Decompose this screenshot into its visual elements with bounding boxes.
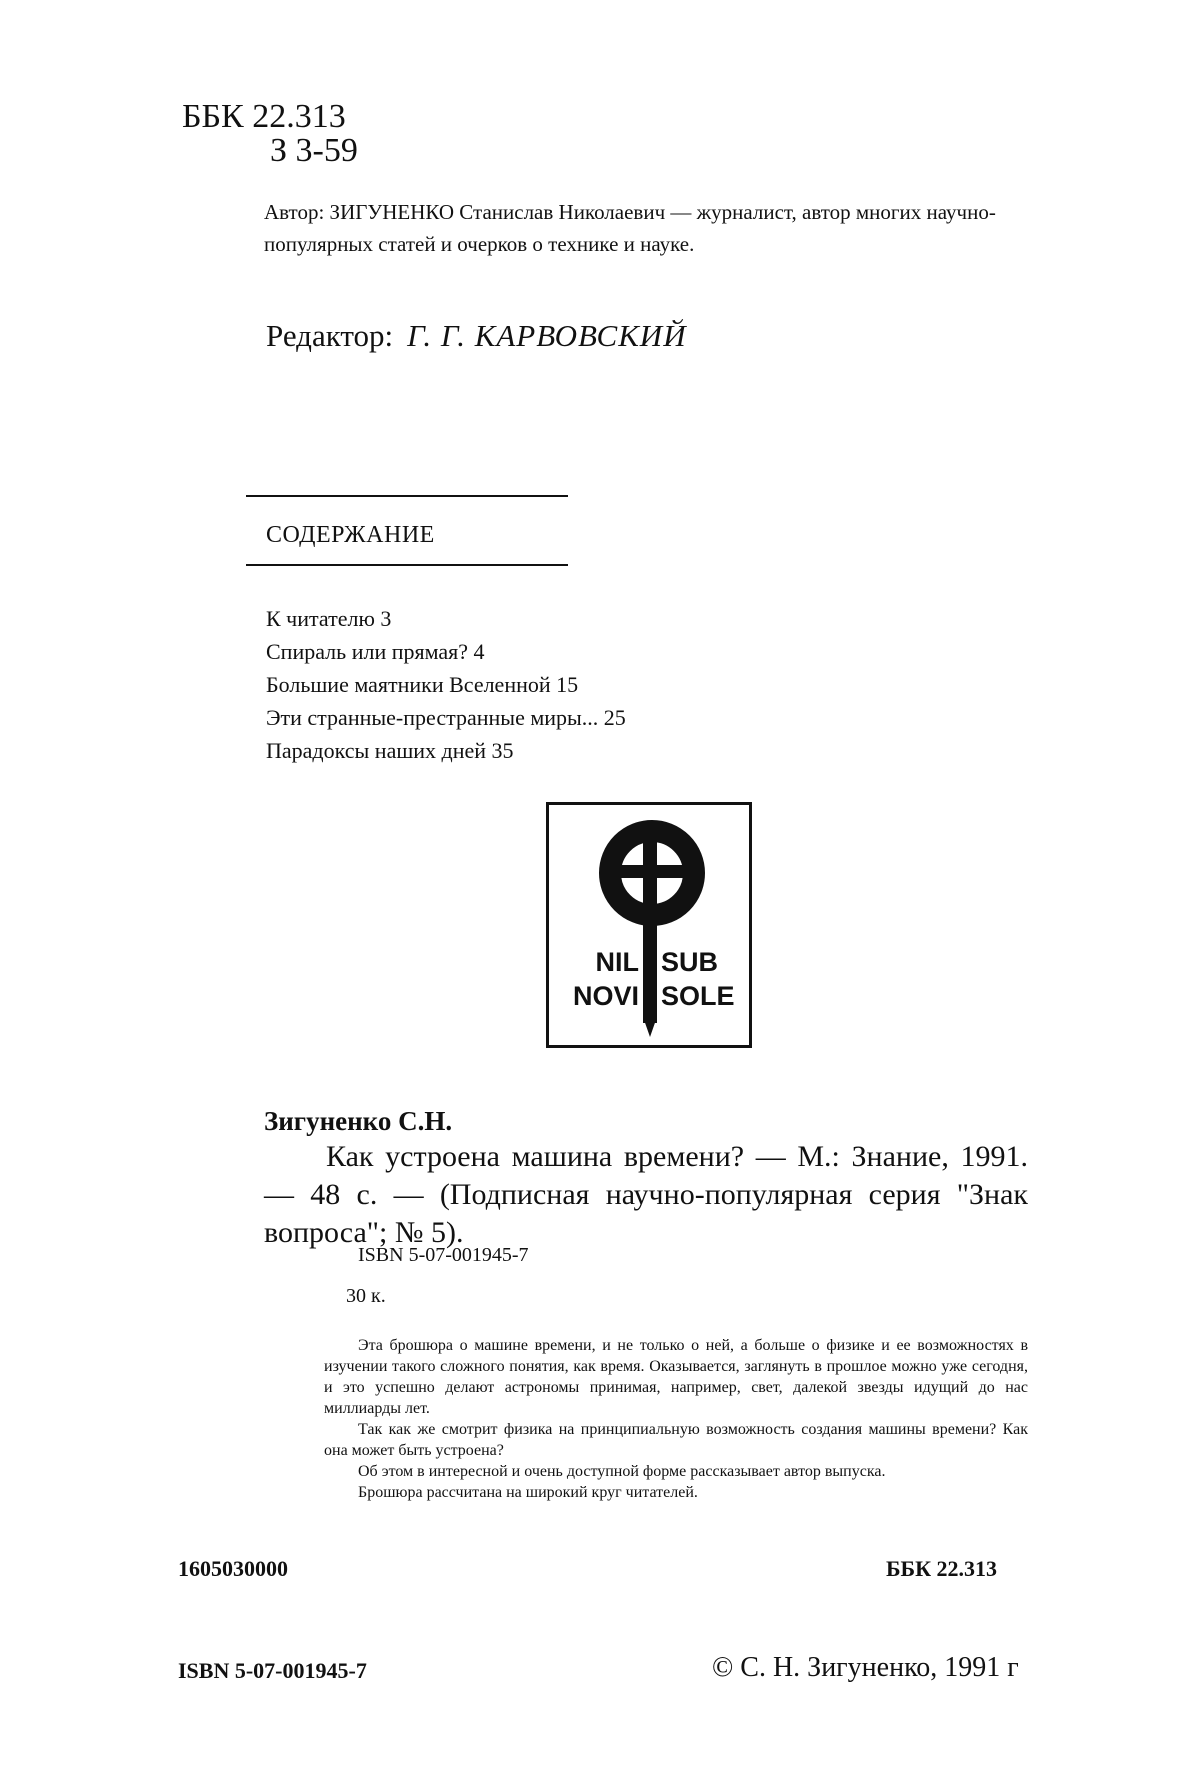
emblem-text-novi: NOVI <box>572 981 639 1011</box>
emblem-text-nil: NIL <box>595 947 639 977</box>
annotation <box>324 1335 1028 1503</box>
editor-line <box>266 318 687 354</box>
contents-item: Эти странные-престранные миры... 25 <box>266 705 626 730</box>
catalog-card-description: Как устроена машина времени? — М.: Знание, 1991. — 48 с. — (Подписная научно-популярная серия "Знак вопроса"; № 5). <box>264 1140 1028 1249</box>
contents-heading: СОДЕРЖАНИЕ <box>266 522 435 548</box>
author-note: Автор: ЗИГУНЕНКО Станислав Николаевич — журналист, автор многих научно-популярных статей и очерков о технике и науке. <box>264 200 996 256</box>
annotation-paragraph: Брошюра рассчитана на широкий круг читателей. <box>358 1484 698 1501</box>
contents-item: Парадоксы наших дней 35 <box>266 738 514 763</box>
footer-isbn: ISBN 5-07-001945-7 <box>178 1658 367 1683</box>
contents-item: К читателю 3 <box>266 606 392 631</box>
publisher-emblem <box>546 802 752 1048</box>
annotation-paragraph: Об этом в интересной и очень доступной форме рассказывает автор выпуска. <box>358 1463 886 1480</box>
contents-top-rule <box>246 495 568 497</box>
contents-bottom-rule <box>246 564 568 566</box>
catalog-card-author: Зигуненко С.Н. <box>264 1106 453 1136</box>
annotation-paragraph: Так как же смотрит физика на принципиальную возможность создания машины времени? Как она может быть устроена? <box>324 1421 1028 1459</box>
catalog-card-isbn: ISBN 5-07-001945-7 <box>358 1244 529 1266</box>
author-mark: З 3-59 <box>270 132 358 169</box>
publication-code: 1605030000 <box>178 1556 288 1581</box>
copyright-notice: © С. Н. Зигуненко, 1991 г <box>712 1652 1019 1683</box>
footer-bbk: ББК 22.313 <box>886 1556 998 1581</box>
annotation-paragraph: Эта брошюра о машине времени, и не только о ней, а больше о физике и ее возможностях в изучении такого сложного понятия, как время. Оказывается, заглянуть в прошлое можно уже сегодня, и это успешно делают астрономы принимая, например, свет, далекой звезды идущий до нас миллиарды лет. <box>324 1337 1028 1417</box>
contents-list <box>266 602 626 767</box>
editor-label: Редактор: <box>266 318 394 353</box>
contents-item: Спираль или прямая? 4 <box>266 639 485 664</box>
emblem-text-sole: SOLE <box>661 981 735 1011</box>
emblem-text-sub: SUB <box>661 947 719 977</box>
bbk-classification: ББК 22.313 <box>182 98 346 135</box>
editor-name: Г. Г. КАРВОВСКИЙ <box>407 318 687 353</box>
catalog-card-price: 30 к. <box>346 1285 386 1307</box>
contents-item: Большие маятники Вселенной 15 <box>266 672 579 697</box>
emblem-key-icon <box>549 805 749 1045</box>
